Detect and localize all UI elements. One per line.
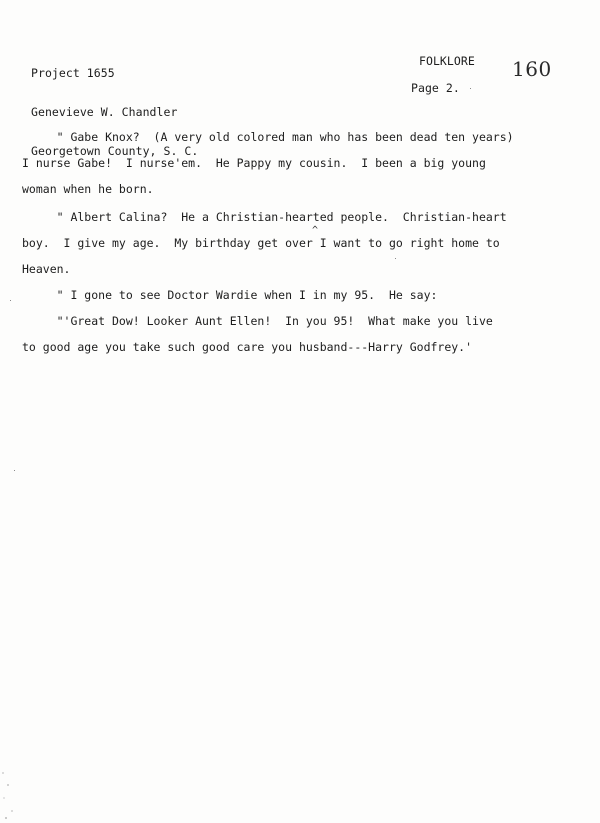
location: Georgetown County, S. C.: [31, 144, 199, 158]
insertion-caret-mark: ^: [312, 225, 319, 236]
body-line: "'Great Dow! Looker Aunt Ellen! In you 95! What make you live: [22, 314, 493, 328]
body-line: to good age you take such good care you husband---Harry Godfrey.': [22, 340, 473, 354]
body-line: boy. I give my age. My birthday get over I want to go right home to: [22, 236, 500, 250]
body-line: " Gabe Knox? (A very old colored man who has been dead ten years): [22, 130, 514, 144]
body-line: " I gone to see Doctor Wardie when I in my 95. He say:: [22, 288, 438, 302]
category-label: FOLKLORE: [419, 54, 475, 68]
scan-edge-noise: [0, 763, 22, 823]
folio-number: 160: [512, 57, 552, 81]
project-number: Project 1655: [31, 66, 115, 80]
paper-speck: [14, 470, 15, 471]
page-label: Page 2.: [411, 81, 460, 95]
body-line: woman when he born.: [22, 182, 154, 196]
author-name: Genevieve W. Chandler: [31, 105, 178, 119]
body-line: " Albert Calina? He a Christian-hearted people. Christian-heart: [22, 210, 507, 224]
paper-speck: [10, 300, 11, 301]
body-line: I nurse Gabe! I nurse'em. He Pappy my cousin. I been a big young: [22, 156, 486, 170]
paper-speck: [395, 258, 396, 259]
paper-speck: [470, 88, 471, 89]
body-line: Heaven.: [22, 262, 71, 276]
